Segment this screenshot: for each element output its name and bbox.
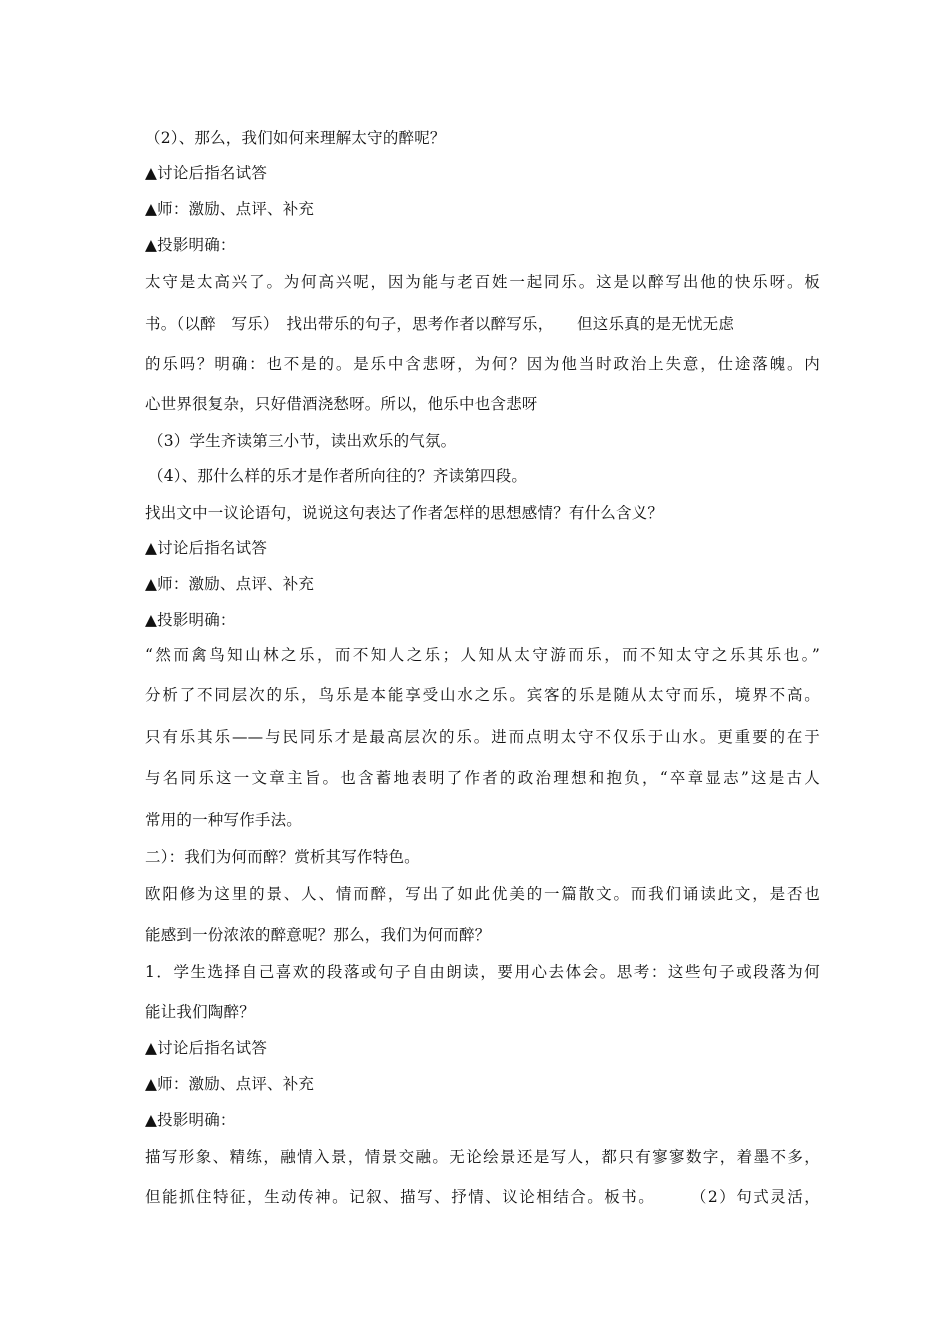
line-paragraph-1a: 太守是太高兴了。为何高兴呢，因为能与老百姓一起同乐。这是以醉写出他的快乐呀。板 — [145, 273, 820, 291]
line-question-3: （3）学生齐读第三小节，读出欢乐的气氛。 — [148, 432, 457, 450]
line-teacher-3: ▲师：激励、点评、补充 — [145, 1075, 315, 1093]
line-paragraph-2b: 只有乐其乐——与民同乐才是最高层次的乐。进而点明太守不仅乐于山水。更重要的在于 — [145, 728, 820, 746]
line-find-statement: 找出文中一议论语句，说说这句表达了作者怎样的思想感情？有什么含义？ — [145, 504, 664, 522]
line-paragraph-1c: 的乐吗？明确：也不是的。是乐中含悲呀，为何？因为他当时政治上失意，仕途落魄。内 — [145, 355, 820, 373]
line-question-4: （4）、那什么样的乐才是作者所向往的？齐读第四段。 — [148, 467, 528, 485]
line-paragraph-4b: 但能抓住特征，生动传神。记叙、描写、抒情、议论相结合。板书。 （2）句式灵活， — [145, 1188, 820, 1206]
line-projection-2: ▲投影明确： — [145, 611, 236, 629]
line-paragraph-2d: 常用的一种写作手法。 — [145, 811, 303, 829]
line-task-1b: 能让我们陶醉？ — [145, 1003, 255, 1021]
line-projection-3: ▲投影明确： — [145, 1111, 236, 1129]
line-projection-1: ▲投影明确： — [145, 236, 236, 254]
line-discuss-1: ▲讨论后指名试答 — [145, 164, 268, 182]
line-paragraph-2a: 分析了不同层次的乐，鸟乐是本能享受山水之乐。宾客的乐是随从太守而乐，境界不高。 — [145, 686, 820, 704]
line-paragraph-2c: 与名同乐这一文章主旨。也含蓄地表明了作者的政治理想和抱负，“卒章显志”这是古人 — [145, 769, 820, 787]
line-paragraph-4a: 描写形象、精练，融情入景，情景交融。无论绘景还是写人，都只有寥寥数字，着墨不多， — [145, 1148, 820, 1166]
line-paragraph-3b: 能感到一份浓浓的醉意呢？那么，我们为何而醉？ — [145, 926, 491, 944]
line-section-2-heading: 二）：我们为何而醉？赏析其写作特色。 — [145, 848, 420, 866]
line-teacher-2: ▲师：激励、点评、补充 — [145, 575, 315, 593]
line-discuss-2: ▲讨论后指名试答 — [145, 539, 268, 557]
line-quote: “然而禽鸟知山林之乐，而不知人之乐；人知从太守游而乐，而不知太守之乐其乐也。” — [145, 646, 820, 664]
line-teacher-1: ▲师：激励、点评、补充 — [145, 200, 315, 218]
line-paragraph-1d: 心世界很复杂，只好借酒浇愁呀。所以，他乐中也含悲呀 — [145, 395, 538, 413]
line-task-1a: 1．学生选择自己喜欢的段落或句子自由朗读，要用心去体会。思考：这些句子或段落为何 — [145, 963, 820, 981]
line-discuss-3: ▲讨论后指名试答 — [145, 1039, 268, 1057]
line-question-2: （2）、那么，我们如何来理解太守的醉呢？ — [145, 129, 446, 147]
line-paragraph-3a: 欧阳修为这里的景、人、情而醉，写出了如此优美的一篇散文。而我们诵读此文，是否也 — [145, 885, 820, 903]
line-paragraph-1b: 书。（以醉 写乐） 找出带乐的句子，思考作者以醉写乐， 但这乐真的是无忧无虑 — [145, 315, 735, 333]
